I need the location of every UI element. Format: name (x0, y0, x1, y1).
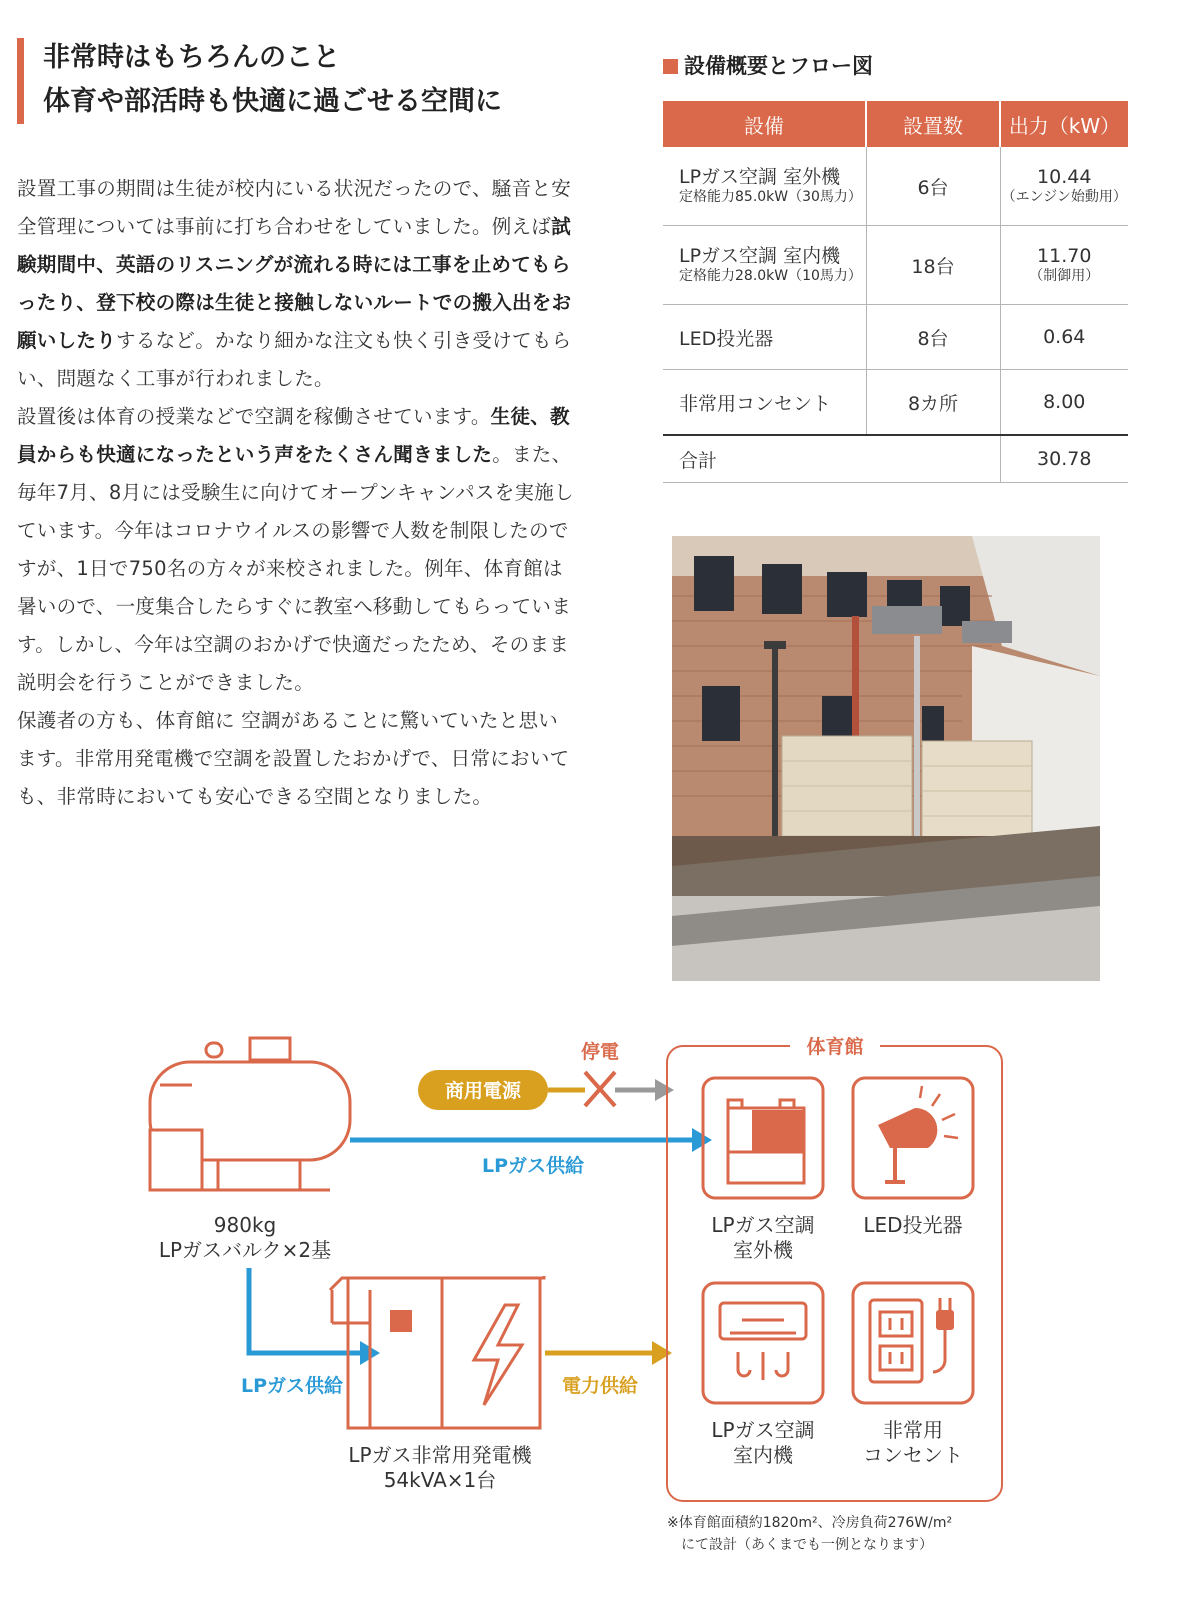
cell-output: 8.00 (1000, 370, 1128, 436)
page-heading (43, 36, 502, 124)
cell-count: 8カ所 (866, 370, 1000, 436)
heading-line-2: 体育や部活時も快適に過ごせる空間に (43, 86, 502, 117)
gymnasium-photo (672, 536, 1100, 981)
bulk-label-2: LPガスバルク×2基 (158, 1238, 332, 1262)
note-line-2: にて設計（あくまでも一例となります） (681, 1537, 933, 1553)
total-value: 30.78 (1000, 435, 1128, 483)
table-title (663, 50, 873, 80)
table-row (663, 305, 1128, 370)
equipment-name: LPガス空調 室外機 (679, 166, 841, 188)
equipment-spec: 定格能力28.0kW（10馬力） (679, 268, 862, 284)
paragraph-2 (17, 398, 577, 702)
bold-run: 試験期間中、英語のリスニングが流れる時には工事を止めてもらったり、登下校の際は生徒と接触しないルートでの搬入出をお願いしたり (17, 215, 572, 352)
text-run: 設置工事の期間は生徒が校内にいる状況だったので、騒音と安全管理については事前に打ち合わせをしていました。例えば (17, 177, 572, 238)
outage-label: 停電 (580, 1041, 620, 1063)
paragraph-1 (17, 170, 577, 398)
article-body (17, 170, 577, 816)
text-run: 設置後は体育の授業などで空調を稼働させています。 (17, 405, 491, 428)
lightning-bolt-icon (474, 1305, 522, 1405)
cell-equipment (663, 226, 866, 305)
indoor-label-2: 室内機 (733, 1443, 793, 1467)
flow-diagram (0, 1030, 1201, 1570)
indoor-ac-icon (720, 1303, 806, 1380)
output-note: （エンジン始動用） (1001, 189, 1127, 205)
power-outlet-icon (870, 1300, 945, 1382)
indoor-unit-frame (703, 1283, 823, 1403)
gas-supply-line-bottom (249, 1268, 362, 1353)
gym-label: 体育館 (806, 1036, 864, 1058)
grey-arrow-head (655, 1079, 674, 1101)
outlet-label-2: コンセント (863, 1443, 963, 1467)
equipment-spec: 定格能力85.0kW（30馬力） (679, 189, 862, 205)
bulk-label-1: 980kg (213, 1213, 277, 1237)
cell-output: 0.64 (1000, 305, 1128, 370)
generator-label-2: 54kVA×1台 (383, 1468, 497, 1492)
table-header-row (663, 101, 1128, 147)
cell-count: 6台 (866, 147, 1000, 226)
design-note (667, 1512, 952, 1556)
outage-x-icon (585, 1072, 615, 1106)
table-row (663, 370, 1128, 436)
power-supply-label: 電力供給 (561, 1375, 639, 1397)
table-row (663, 226, 1128, 305)
text-run: するなど。かなり細かな注文も快く引き受けてもらい、問題なく工事が行われました。 (17, 329, 572, 390)
table-total-row (663, 435, 1128, 483)
square-bullet-icon (663, 59, 678, 74)
cell-equipment: 非常用コンセント (663, 370, 866, 436)
generator-panel-icon (390, 1310, 412, 1332)
heading-line-1: 非常時はもちろんのこと (43, 42, 340, 73)
outdoor-label-1: LPガス空調 (711, 1213, 815, 1237)
header-equipment: 設備 (663, 101, 866, 147)
generator-label-1: LPガス非常用発電機 (348, 1443, 532, 1467)
table-title-text: 設備概要とフロー図 (684, 54, 873, 78)
paragraph-3: 保護者の方も、体育館に 空調があることに驚いていたと思います。非常用発電機で空調を設置したおかげで、日常においても、非常時においても安心できる空間となりました。 (17, 709, 570, 808)
outlet-label-1: 非常用 (883, 1418, 943, 1442)
equipment-table (663, 101, 1128, 483)
bold-run: 生徒、教員からも快適になったという声をたくさん聞きました (17, 405, 570, 466)
cell-output (1000, 147, 1128, 226)
cell-output (1000, 226, 1128, 305)
output-value: 11.70 (1037, 245, 1092, 267)
total-label: 合計 (663, 435, 1000, 483)
note-line-1: ※体育館面積約1820m²、冷房負荷276W/m² (667, 1515, 953, 1531)
equipment-name: LPガス空調 室内機 (679, 245, 841, 267)
gas-supply-label-top: LPガス供給 (481, 1155, 585, 1177)
text-run: 。また、毎年7月、8月には受験生に向けてオープンキャンパスを実施しています。今年はコロナウイルスの影響で人数を制限したのですが、1日で750名の方々が来校されました。例年、体育館は暑いので、一度集合したらすぐに教室へ移動してもらっています。しかし、今年は空調のおかげで快適だったため、そのまま説明会を行うことができました。 (17, 443, 574, 694)
commercial-power-label: 商用電源 (444, 1080, 522, 1102)
plug-icon (936, 1298, 954, 1330)
gas-supply-label-bottom: LPガス供給 (240, 1375, 344, 1397)
floodlight-icon (878, 1086, 958, 1182)
output-note: （制御用） (1029, 268, 1100, 284)
table-row (663, 147, 1128, 226)
led-label: LED投光器 (863, 1213, 963, 1237)
header-count: 設置数 (866, 101, 1000, 147)
cell-equipment: LED投光器 (663, 305, 866, 370)
photo-illustration (672, 536, 1100, 981)
header-output: 出力（kW） (1000, 101, 1128, 147)
indoor-label-1: LPガス空調 (711, 1418, 815, 1442)
gold-arrow-head (652, 1341, 672, 1365)
cell-count: 18台 (866, 226, 1000, 305)
outdoor-label-2: 室外機 (733, 1238, 793, 1262)
outdoor-unit-fill (752, 1110, 804, 1152)
cell-count: 8台 (866, 305, 1000, 370)
gas-bulk-tank-icon (150, 1038, 350, 1190)
heading-accent-bar (17, 38, 24, 124)
cell-equipment (663, 147, 866, 226)
output-value: 10.44 (1037, 166, 1092, 188)
